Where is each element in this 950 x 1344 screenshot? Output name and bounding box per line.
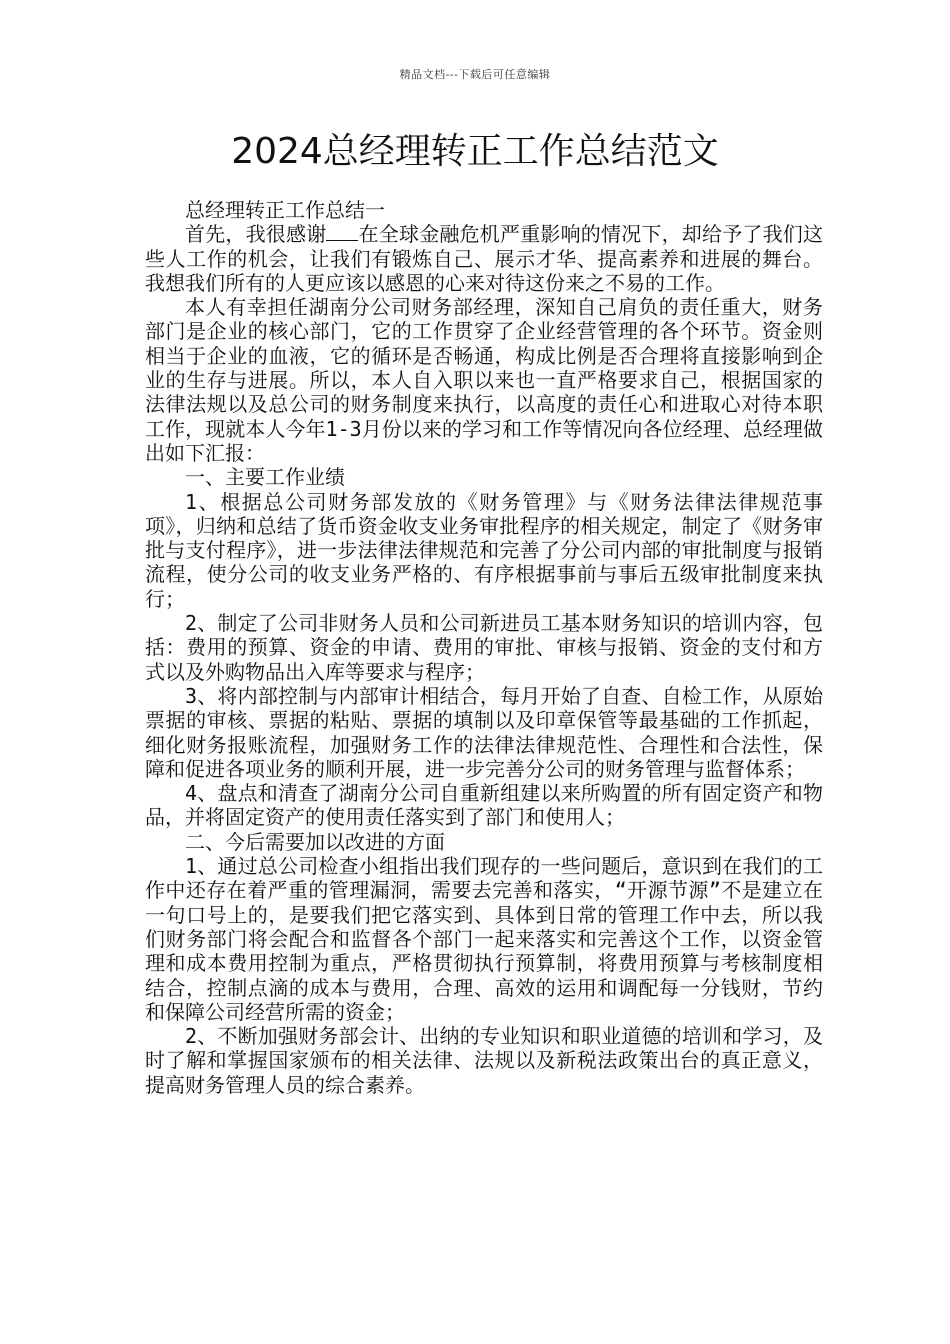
paragraph-improvement-2: 2、不断加强财务部会计、出纳的专业知识和职业道德的培训和学习，及时了解和掌握国家颁布的相关法律、法规以及新税法政策出台的真正意义，提高财务管理人员的综合素养。	[145, 1024, 823, 1097]
document-body	[145, 198, 823, 1097]
document-title: 2024总经理转正工作总结范文	[231, 131, 719, 172]
section-heading-improvements: 二、今后需要加以改进的方面	[185, 829, 445, 854]
paragraph-improvement-1: 1、通过总公司检查小组指出我们现存的一些问题后，意识到在我们的工作中还存在着严重的管理漏洞，需要去完善和落实，“开源节源”不是建立在一句口号上的，是要我们把它落实到、具体到日常的管理工作中去，所以我们财务部门将会配合和监督各个部门一起来落实和完善这个工作，以资金管理和成本费用控制为重点，严格贯彻执行预算制，将费用预算与考核制度相结合，控制点滴的成本与费用，合理、高效的运用和调配每一分钱财，节约和保障公司经营所需的资金；	[145, 854, 823, 1024]
paragraph-subtitle: 总经理转正工作总结一	[185, 198, 385, 222]
paragraph-achievement-1: 1、根据总公司财务部发放的《财务管理》与《财务法律法律规范事项》，归纳和总结了货币资金收支业务审批程序的相关规定，制定了《财务审批与支付程序》，进一步法律法律规范和完善了分公司内部的审批制度与报销流程，使分公司的收支业务严格的、有序根据事前与事后五级审批制度来执行；	[145, 489, 823, 611]
section-heading-achievements: 一、主要工作业绩	[185, 465, 345, 490]
paragraph-role: 本人有幸担任湖南分公司财务部经理，深知自己肩负的责任重大，财务部门是企业的核心部门，它的工作贯穿了企业经营管理的各个环节。资金则相当于企业的血液，它的循环是否畅通，构成比例是否合理将直接影响到企业的生存与进展。所以，本人自入职以来也一直严格要求自己，根据国家的法律法规以及总公司的财务制度来执行，以高度的责任心和进取心对待本职工作，现就本人今年1-3月份以来的学习和工作等情况向各位经理、总经理做出如下汇报：	[145, 295, 823, 465]
paragraph-achievement-3: 3、将内部控制与内部审计相结合，每月开始了自查、自检工作，从原始票据的审核、票据的粘贴、票据的填制以及印章保管等最基础的工作抓起，细化财务报账流程，加强财务工作的法律法律规范性、合理性和合法性，保障和促进各项业务的顺利开展，进一步完善分公司的财务管理与监督体系；	[145, 683, 823, 781]
header-note: 精品文档---下载后可任意编辑	[399, 68, 551, 81]
paragraph-achievement-4: 4、盘点和清查了湖南分公司自重新组建以来所购置的所有固定资产和物品，并将固定资产的使用责任落实到了部门和使用人；	[145, 781, 823, 830]
paragraph-intro	[145, 222, 823, 295]
paragraph-intro-start: 首先，我很感谢	[185, 222, 327, 247]
paragraph-intro-rest: 在全球金融危机严重影响的情况下，却给予了我们这些人工作的机会，让我们有锻炼自己、展示才华、提高素养和进展的舞台。我想我们所有的人更应该以感恩的心来对待这份来之不易的工作。	[145, 222, 824, 295]
blank-underline	[326, 222, 358, 241]
paragraph-achievement-2: 2、制定了公司非财务人员和公司新进员工基本财务知识的培训内容，包括：费用的预算、资金的申请、费用的审批、审核与报销、资金的支付和方式以及外购物品出入库等要求与程序；	[145, 611, 823, 684]
